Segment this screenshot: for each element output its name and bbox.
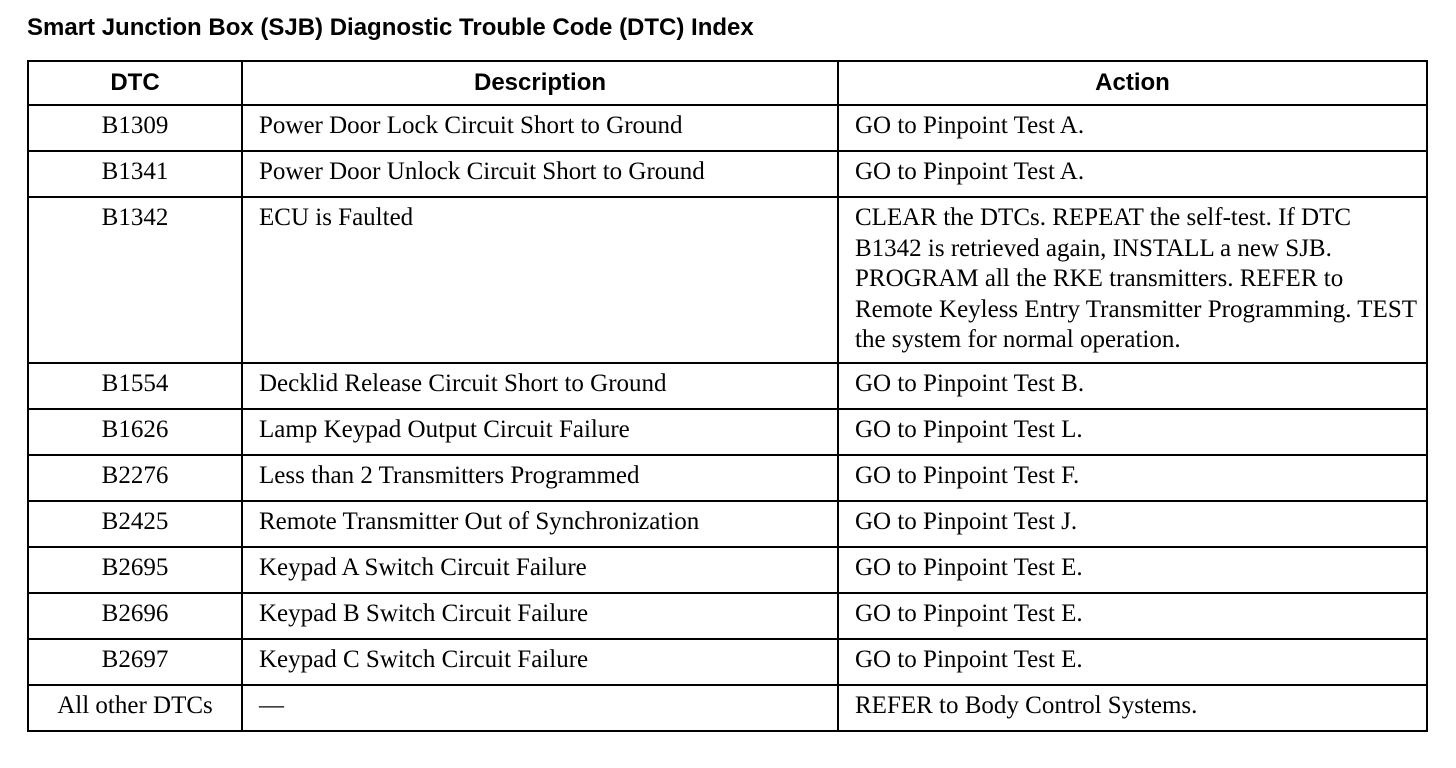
table-row <box>28 593 1427 639</box>
action-cell: GO to Pinpoint Test L. <box>838 409 1427 455</box>
table-row <box>28 409 1427 455</box>
table-row <box>28 363 1427 409</box>
action-cell: GO to Pinpoint Test B. <box>838 363 1427 409</box>
description-cell: — <box>242 685 838 731</box>
page-title: Smart Junction Box (SJB) Diagnostic Trouble Code (DTC) Index <box>27 14 754 41</box>
dtc-cell: B1341 <box>28 151 242 197</box>
dtc-cell: All other DTCs <box>28 685 242 731</box>
header-action: Action <box>838 61 1427 105</box>
description-cell: Keypad A Switch Circuit Failure <box>242 547 838 593</box>
action-cell: CLEAR the DTCs. REPEAT the self-test. If DTC B1342 is retrieved again, INSTALL a new SJB. PROGRAM all the RKE transmitters. REFER to Remote Keyless Entry Transmitter Programming. TEST the system for normal operation. <box>838 197 1427 363</box>
action-cell: GO to Pinpoint Test F. <box>838 455 1427 501</box>
action-cell: GO to Pinpoint Test E. <box>838 547 1427 593</box>
table-row <box>28 501 1427 547</box>
dtc-cell: B1342 <box>28 197 242 363</box>
action-cell: GO to Pinpoint Test A. <box>838 105 1427 151</box>
table-row <box>28 197 1427 363</box>
description-cell: Lamp Keypad Output Circuit Failure <box>242 409 838 455</box>
table-row <box>28 151 1427 197</box>
description-cell: Power Door Unlock Circuit Short to Ground <box>242 151 838 197</box>
dtc-index-table <box>27 60 1428 732</box>
header-dtc: DTC <box>28 61 242 105</box>
action-cell: GO to Pinpoint Test A. <box>838 151 1427 197</box>
description-cell: Remote Transmitter Out of Synchronization <box>242 501 838 547</box>
table-header-row <box>28 61 1427 105</box>
dtc-cell: B2695 <box>28 547 242 593</box>
dtc-cell: B2697 <box>28 639 242 685</box>
description-cell: ECU is Faulted <box>242 197 838 363</box>
dtc-cell: B2425 <box>28 501 242 547</box>
table-row <box>28 547 1427 593</box>
description-cell: Power Door Lock Circuit Short to Ground <box>242 105 838 151</box>
action-cell: GO to Pinpoint Test J. <box>838 501 1427 547</box>
header-description: Description <box>242 61 838 105</box>
description-cell: Decklid Release Circuit Short to Ground <box>242 363 838 409</box>
action-cell: GO to Pinpoint Test E. <box>838 593 1427 639</box>
dtc-cell: B2696 <box>28 593 242 639</box>
description-cell: Keypad B Switch Circuit Failure <box>242 593 838 639</box>
table-row <box>28 685 1427 731</box>
dtc-cell: B1309 <box>28 105 242 151</box>
action-cell: REFER to Body Control Systems. <box>838 685 1427 731</box>
description-cell: Less than 2 Transmitters Programmed <box>242 455 838 501</box>
dtc-cell: B1626 <box>28 409 242 455</box>
description-cell: Keypad C Switch Circuit Failure <box>242 639 838 685</box>
dtc-cell: B2276 <box>28 455 242 501</box>
table-row <box>28 455 1427 501</box>
table-row <box>28 105 1427 151</box>
action-cell: GO to Pinpoint Test E. <box>838 639 1427 685</box>
table-row <box>28 639 1427 685</box>
dtc-cell: B1554 <box>28 363 242 409</box>
